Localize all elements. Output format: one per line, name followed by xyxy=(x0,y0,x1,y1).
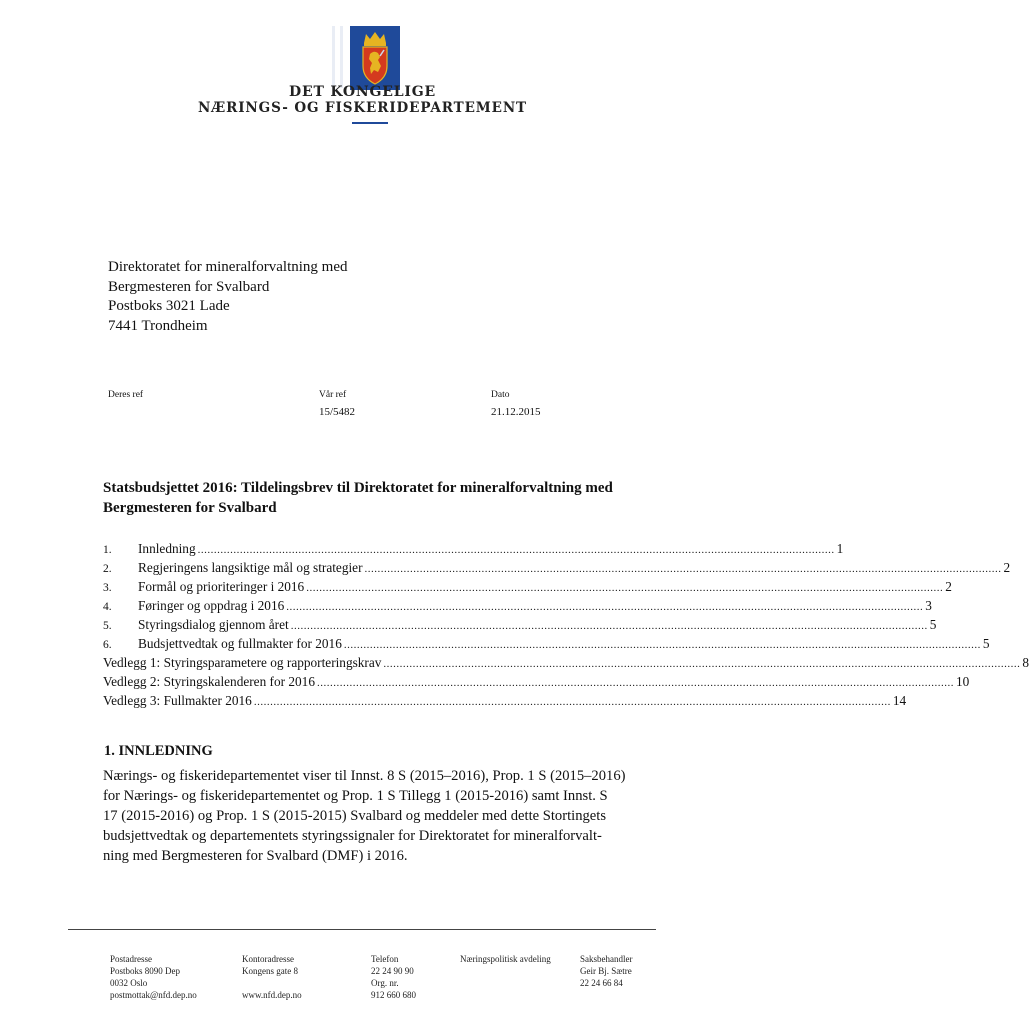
toc-entry[interactable] xyxy=(103,674,970,693)
toc-leader-dots: .................................................................................................................................................................................................... xyxy=(316,677,954,689)
table-of-contents xyxy=(103,541,1029,712)
footer-kontoradresse xyxy=(242,953,302,1001)
address-line: Postboks 3021 Lade xyxy=(108,298,230,314)
toc-entry[interactable] xyxy=(103,617,937,636)
footer-text: Kongens gate 8 xyxy=(242,966,298,976)
toc-entry[interactable] xyxy=(103,693,907,712)
toc-page-number: 14 xyxy=(892,693,907,708)
toc-page-number: 3 xyxy=(925,598,932,613)
section-heading: 1. INNLEDNING xyxy=(104,743,213,759)
footer-text: Saksbehandler xyxy=(580,954,633,964)
paragraph-line: Nærings- og fiskeridepartementet viser til Innst. 8 S (2015–2016), Prop. 1 S (2015–2016) xyxy=(103,768,626,784)
footer-text: 0032 Oslo xyxy=(110,978,148,988)
address-line: 7441 Trondheim xyxy=(108,317,208,334)
paragraph-line: ning med Bergmesteren for Svalbard (DMF) i 2016. xyxy=(103,848,408,864)
footer-saksbehandler xyxy=(580,953,632,989)
footer-text: 22 24 66 84 xyxy=(580,978,623,988)
toc-label: Føringer og oppdrag i 2016 xyxy=(138,598,285,613)
toc-leader-dots: .................................................................................................................................................................................................... xyxy=(306,582,944,594)
toc-page-number: 2 xyxy=(945,579,952,594)
toc-entry[interactable] xyxy=(103,598,932,617)
footer-text xyxy=(242,977,302,989)
recipient-address xyxy=(108,258,348,336)
toc-entry[interactable] xyxy=(103,541,844,560)
dato-value: 21.12.2015 xyxy=(491,406,541,418)
header-divider xyxy=(352,122,388,124)
toc-page-number: 10 xyxy=(955,674,970,689)
footer-text: Næringspolitisk avdeling xyxy=(460,954,551,964)
footer-divider xyxy=(68,929,656,930)
toc-leader-dots: .................................................................................................................................................................................................... xyxy=(290,620,928,632)
toc-label: Styringsdialog gjennom året xyxy=(138,617,289,632)
address-line: Direktoratet for mineralforvaltning med xyxy=(108,259,348,275)
footer-avdeling xyxy=(460,953,551,965)
footer-text: Geir Bj. Sætre xyxy=(580,966,632,976)
toc-entry[interactable] xyxy=(103,579,952,598)
var-ref-value: 15/5482 xyxy=(319,406,356,418)
toc-label: Regjeringens langsiktige mål og strategier xyxy=(138,560,363,575)
footer-telefon xyxy=(371,953,416,1001)
toc-page-number: 2 xyxy=(1003,560,1011,575)
dato-label: Dato xyxy=(491,390,510,400)
toc-leader-dots: .................................................................................................................................................................................................... xyxy=(343,639,981,651)
address-line: Bergmesteren for Svalbard xyxy=(108,278,270,295)
footer-text: Postadresse xyxy=(110,954,152,964)
coat-of-arms-logo xyxy=(350,26,400,90)
toc-label: Budsjettvedtak og fullmakter for 2016 xyxy=(138,636,342,651)
toc-label: Vedlegg 3: Fullmakter 2016 xyxy=(103,693,252,708)
toc-leader-dots: .................................................................................................................................................................................................... xyxy=(253,696,891,708)
toc-entry[interactable] xyxy=(103,560,1011,579)
paragraph-line: 17 (2015-2016) og Prop. 1 S (2015-2015) Svalbard og meddeler med dette Stortingets xyxy=(103,808,606,824)
toc-number: 5. xyxy=(103,620,112,632)
footer-text: 912 660 680 xyxy=(371,990,416,1000)
footer-text: Telefon xyxy=(371,954,399,964)
footer-text: Kontoradresse xyxy=(242,954,294,964)
var-ref-label: Vår ref xyxy=(319,390,347,400)
toc-page-number: 1 xyxy=(836,541,844,556)
paragraph-line: budsjettvedtak og departementets styringssignaler for Direktoratet for mineralforvalt- xyxy=(103,828,602,844)
toc-entry[interactable] xyxy=(103,655,1029,674)
toc-leader-dots: .................................................................................................................................................................................................... xyxy=(383,658,1021,670)
toc-leader-dots: .................................................................................................................................................................................................... xyxy=(197,544,835,556)
footer-website-link[interactable]: www.nfd.dep.no xyxy=(242,990,302,1000)
footer-text: Postboks 8090 Dep xyxy=(110,966,181,976)
toc-number: 4. xyxy=(103,601,112,613)
toc-leader-dots: .................................................................................................................................................................................................... xyxy=(364,563,1002,575)
footer-email-link[interactable]: postmottak@nfd.dep.no xyxy=(110,990,197,1000)
toc-page-number: 8 xyxy=(1022,655,1029,670)
toc-page-number: 5 xyxy=(982,636,990,651)
footer-text: Org. nr. xyxy=(371,978,399,988)
ministry-name-line2: NÆRINGS- OG FISKERIDEPARTEMENT xyxy=(197,100,528,116)
ministry-name-line1: DET KONGELIGE xyxy=(289,84,436,100)
footer-postadresse xyxy=(110,953,197,1001)
paragraph-line: for Nærings- og fiskeridepartementet og Prop. 1 S Tillegg 1 (2015-2016) samt Innst. S xyxy=(103,788,608,804)
section-body xyxy=(103,766,663,866)
footer-text: 22 24 90 90 xyxy=(371,966,414,976)
toc-label: Vedlegg 1: Styringsparametere og rapporteringskrav xyxy=(103,655,382,670)
toc-label: Innledning xyxy=(138,541,196,556)
toc-number: 1. xyxy=(103,544,112,556)
toc-entry[interactable] xyxy=(103,636,990,655)
toc-label: Vedlegg 2: Styringskalenderen for 2016 xyxy=(103,674,315,689)
document-title: Statsbudsjettet 2016: Tildelingsbrev til Direktoratet for mineralforvaltning med Bergmesteren for Svalbard xyxy=(103,480,613,516)
deres-ref-label: Deres ref xyxy=(108,390,144,400)
toc-label: Formål og prioriteringer i 2016 xyxy=(138,579,305,594)
toc-number: 3. xyxy=(103,582,112,594)
toc-number: 6. xyxy=(103,639,112,651)
toc-leader-dots: .................................................................................................................................................................................................... xyxy=(286,601,924,613)
toc-number: 2. xyxy=(103,563,112,575)
toc-page-number: 5 xyxy=(929,617,937,632)
